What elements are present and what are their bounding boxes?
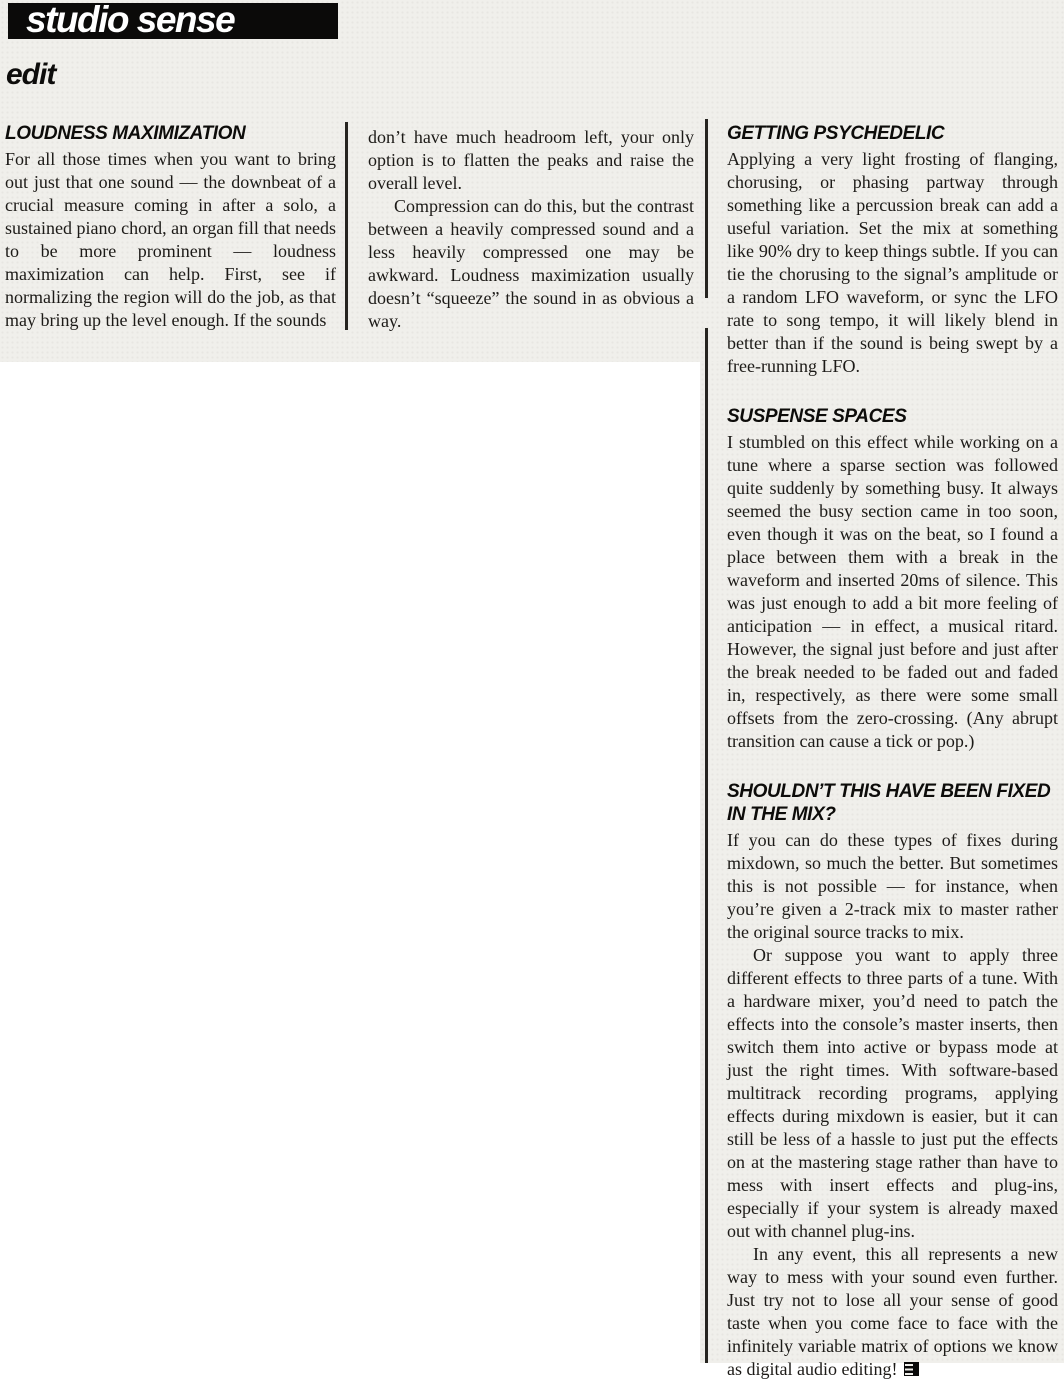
masthead-title: studio sense	[26, 0, 235, 40]
section-fixed-in-mix	[727, 780, 1058, 1381]
column-middle	[368, 126, 694, 333]
column-divider-right-top	[705, 119, 708, 298]
body-paragraph: Applying a very light frosting of flanging, chorusing, or phasing partway through something like a percussion break can add a useful variation. Set the mix at something like 90% dry to keep things subtle. If you can tie the chorusing to the signal’s amplitude or a random LFO waveform, or sync the LFO rate to song tempo, it will likely blend in better than if the sound is being swept by a free-running LFO.	[727, 149, 1058, 376]
end-of-article-icon	[904, 1362, 919, 1376]
column-divider-right-long	[705, 328, 708, 1363]
body-paragraph-text: In any event, this all represents a new way to mess with your sound even further. Just try not to lose all your sense of good taste when you come face to face with the infinitely variable matrix of options we know as digital audio editing!	[727, 1244, 1058, 1379]
body-paragraph: If you can do these types of fixes during mixdown, so much the better. But sometimes this is not possible — for instance, when you’re given a 2-track mix to master rather the original source tracks to mix.	[727, 830, 1058, 942]
section-label-edit: edit	[6, 58, 56, 91]
body-paragraph: For all those times when you want to bring out just that one sound — the downbeat of a crucial measure coming in after a solo, a sustained piano chord, an organ fill that needs to be more prominent — loudness maximization can help. First, see if normalizing the region will do the job, as that may bring up the level enough. If the sounds	[5, 149, 336, 330]
body-paragraph: don’t have much headroom left, your only option is to flatten the peaks and raise the overall level.	[368, 127, 694, 193]
heading-getting-psychedelic: GETTING PSYCHEDELIC	[727, 123, 945, 144]
body-paragraph	[727, 1243, 1058, 1381]
heading-loudness-maximization: LOUDNESS MAXIMIZATION	[5, 123, 246, 144]
column-right	[727, 122, 1058, 1381]
masthead-bar	[8, 0, 338, 40]
body-paragraph: Compression can do this, but the contrast between a heavily compressed sound and a less heavily compressed one may be awkward. Loudness maximization usually doesn’t “squeeze” the sound in as obvious a way.	[368, 196, 694, 331]
column-left	[5, 122, 336, 332]
column-divider-left	[345, 122, 348, 330]
heading-fixed-in-mix: SHOULDN’T THIS HAVE BEEN FIXED IN THE MIX?	[727, 781, 1051, 825]
heading-suspense-spaces: SUSPENSE SPACES	[727, 406, 907, 427]
body-paragraph: Or suppose you want to apply three different effects to three parts of a tune. With a hardware mixer, you’d need to patch the effects into the console’s master inserts, then switch them into active or bypass mode at just the right times. With software-based multitrack recording programs, applying effects during mixdown is easier, but it can still be less of a hassle to just put the effects on at the mastering stage rather than have to mess with insert effects and plug-ins, especially if your system is already maxed out with channel plug-ins.	[727, 945, 1058, 1241]
section-suspense-spaces	[727, 405, 1058, 753]
body-paragraph: I stumbled on this effect while working on a tune where a sparse section was followed quite suddenly by something busy. It always seemed the busy section came in too soon, even though it was on the beat, so I found a place between them with a break in the waveform and inserted 20ms of silence. This was just enough to add a bit more feeling of anticipation — in effect, a musical ritard. However, the signal just before and just after the break needed to be faded out and faded in, respectively, as there were some small offsets from the zero-crossing. (Any abrupt transition can cause a tick or pop.)	[727, 432, 1058, 751]
section-getting-psychedelic	[727, 122, 1058, 378]
